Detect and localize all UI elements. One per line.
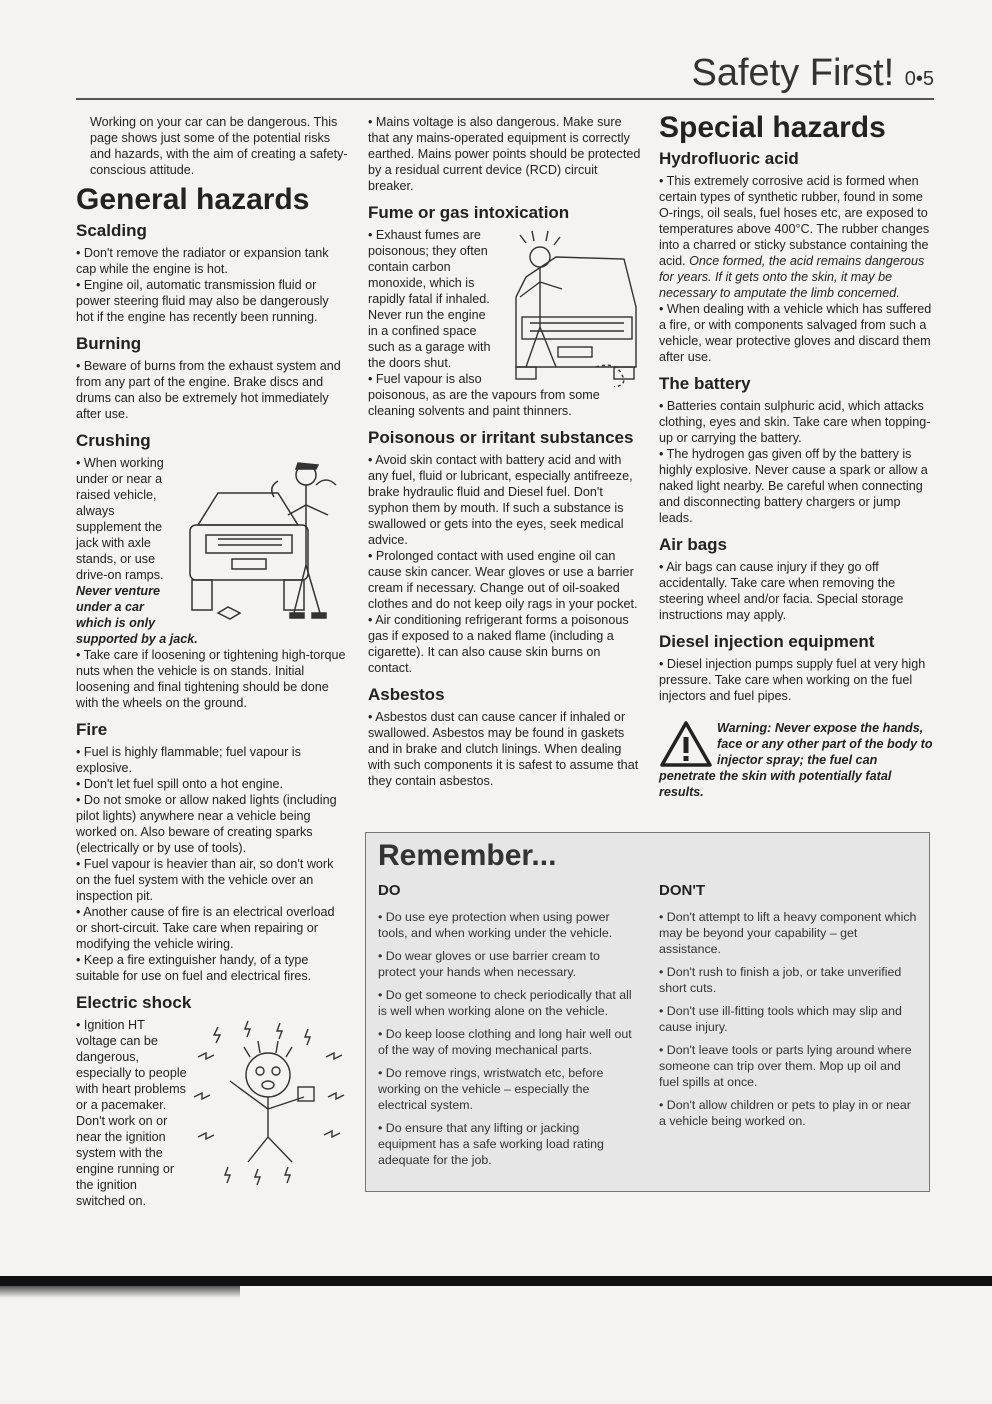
do-item: • Do use eye protection when using power tools, and when working under the vehicle. [378, 910, 613, 940]
crushing-warning-bold: Never venture under a car which is only supported by a jack. [76, 584, 198, 646]
fire-text-6: • Keep a fire extinguisher handy, of a type suitable for use on fuel and electrical fires. [76, 953, 312, 983]
special-hazards-heading: Special hazards [659, 111, 886, 144]
poison-text-2: • Prolonged contact with used engine oil can cause skin cancer. Wear gloves or use a barrier cream if necessary. Change out of oil-soaked clothes and do not keep oily rags in your pocket. [368, 549, 638, 611]
scalding-text-1: • Don't remove the radiator or expansion tank cap while the engine is hot. [76, 246, 329, 276]
fire-heading: Fire [76, 720, 108, 739]
asbestos-text: • Asbestos dust can cause cancer if inhaled or swallowed. Asbestos may be found in gaskets and in brake and clutch linings. When dealing with such components it is safest to assume that they contain asbestos. [368, 710, 639, 788]
diesel-heading: Diesel injection equipment [659, 632, 875, 651]
remember-title: Remember... [378, 839, 557, 872]
fume-heading: Fume or gas intoxication [368, 203, 570, 222]
fire-text-4: • Fuel vapour is heavier than air, so don't work on the fuel system with the vehicle over an inspection pit. [76, 857, 334, 903]
do-item: • Do remove rings, wristwatch etc, before working on the vehicle – especially the electrical system. [378, 1066, 604, 1112]
battery-text-2: • The hydrogen gas given off by the battery is highly explosive. Never cause a spark or allow a naked light nearby. Be careful when connecting and disconnecting battery chargers or jump leads. [659, 447, 928, 525]
page-bottom-shadow [0, 1286, 240, 1298]
warning-block [659, 720, 933, 800]
battery-heading: The battery [659, 374, 751, 393]
electric-shock-text: • Ignition HT voltage can be dangerous, especially to people with heart problems or a pacemaker. Don't work on or near the ignition system with the engine running or the ignition switched on. [76, 1018, 187, 1208]
hydrofluoric-text-1-italic: Once formed, the acid remains dangerous for years. If it gets onto the skin, it may be necessary to amputate the limb concerned. [659, 254, 925, 300]
column-special-hazards [659, 110, 933, 800]
intro-text: Working on your car can be dangerous. This page shows just some of the potential risks and hazards, with the aim of creating a safety-conscious attitude. [90, 115, 348, 177]
car-on-jack-illustration [178, 455, 348, 625]
crushing-text-2: • Take care if loosening or tightening high-torque nuts when the vehicle is on stands. Initial loosening and final tightening should be done with the wheels on the ground. [76, 648, 346, 710]
general-hazards-heading: General hazards [76, 183, 310, 216]
electric-shock-heading: Electric shock [76, 993, 192, 1012]
do-item: • Do get someone to check periodically that all is well when working alone on the vehicle. [378, 988, 632, 1018]
hydrofluoric-heading: Hydrofluoric acid [659, 149, 799, 168]
asbestos-heading: Asbestos [368, 685, 445, 704]
fume-text-1: • Exhaust fumes are poisonous; they often contain carbon monoxide, which is rapidly fatal if inhaled. Never run the engine in a confined space such as a garage with the doors shut. [368, 228, 491, 370]
dont-column [659, 883, 921, 1136]
hydrofluoric-text-1 [659, 173, 933, 301]
battery-text-1: • Batteries contain sulphuric acid, which attacks clothing, eyes and skin. Take care when topping-up or carrying the battery. [659, 399, 931, 445]
hydrofluoric-text-1-main: • This extremely corrosive acid is formed when certain types of synthetic rubber, found in some O-rings, oil seals, fuel hoses etc, are exposed to temperatures above 400°C. The rubber changes into a charred or sticky substance containing the acid. [659, 174, 930, 268]
crushing-text-1-main: • When working under or near a raised vehicle, always supplement the jack with axle stands, or use drive-on ramps. [76, 456, 164, 582]
do-item: • Do keep loose clothing and long hair well out of the way of moving mechanical parts. [378, 1027, 632, 1057]
airbags-text: • Air bags can cause injury if they go off accidentally. Take care when removing the steering wheel and/or facia. Special storage instructions may apply. [659, 560, 904, 622]
do-column [378, 883, 640, 1175]
column-general-hazards [76, 114, 348, 1209]
page-bottom-edge [0, 1276, 992, 1286]
fire-text-5: • Another cause of fire is an electrical overload or short-circuit. Take care when repairing or modifying the vehicle wiring. [76, 905, 335, 951]
dont-item: • Don't allow children or pets to play in or near a vehicle being worked on. [659, 1098, 911, 1128]
poison-text-1: • Avoid skin contact with battery acid and with any fuel, fluid or lubricant, especially antifreeze, brake hydraulic fluid and Diesel fuel. Don't syphon them by mouth. If such a substance is swallowed or gets into the eyes, seek medical advice. [368, 453, 633, 547]
dont-item: • Don't attempt to lift a heavy component which may be beyond your capability – get assistance. [659, 910, 917, 956]
exhaust-fumes-illustration [496, 227, 644, 387]
poisonous-heading: Poisonous or irritant substances [368, 428, 634, 447]
fume-text-2: • Fuel vapour is also poisonous, as are the vapours from some cleaning solvents and paint thinners. [368, 372, 600, 418]
fire-text-2: • Don't let fuel spill onto a hot engine. [76, 777, 284, 791]
scalding-heading: Scalding [76, 221, 147, 240]
poison-text-3: • Air conditioning refrigerant forms a poisonous gas if exposed to a naked flame (including a cigarette). It can also cause skin burns on contact. [368, 613, 629, 675]
page-number: 0•5 [904, 68, 934, 90]
do-item: • Do wear gloves or use barrier cream to protect your hands when necessary. [378, 949, 600, 979]
remember-box [365, 832, 930, 1192]
dont-item: • Don't rush to finish a job, or take unverified short cuts. [659, 965, 902, 995]
warning-triangle-icon [659, 720, 713, 768]
header-rule [76, 98, 934, 100]
mains-voltage-text: • Mains voltage is also dangerous. Make sure that any mains-operated equipment is correctly earthed. Mains power points should be protected by a residual current device (RCD) circuit breaker. [368, 115, 641, 193]
do-heading: DO [378, 882, 401, 899]
burning-heading: Burning [76, 334, 142, 353]
warning-text: Warning: Never expose the hands, face or any other part of the body to injector spray; the fuel can penetrate the skin with potentially fatal results. [659, 721, 933, 799]
fire-text-3: • Do not smoke or allow naked lights (including pilot lights) anywhere near a vehicle being worked on. Also beware of creating sparks [76, 793, 337, 839]
fire-text-3b: (electrically or by use of tools). [76, 841, 247, 855]
column-middle [368, 114, 644, 789]
do-item: • Do ensure that any lifting or jacking equipment has a safe working load rating adequate for the job. [378, 1121, 604, 1167]
airbags-heading: Air bags [659, 535, 728, 554]
dont-item: • Don't leave tools or parts lying around where someone can trip over them. Mop up oil and fuel spills at once. [659, 1043, 912, 1089]
crushing-heading: Crushing [76, 431, 151, 450]
burning-text: • Beware of burns from the exhaust system and from any part of the engine. Brake discs and drums can also be extremely hot immediately after use. [76, 359, 341, 421]
dont-item: • Don't use ill-fitting tools which may slip and cause injury. [659, 1004, 902, 1034]
fire-text-1: • Fuel is highly flammable; fuel vapour is explosive. [76, 745, 301, 775]
scalding-text-2: • Engine oil, automatic transmission fluid or power steering fluid may also be dangerously hot if the engine has recently been running. [76, 278, 329, 324]
dont-heading: DON'T [659, 882, 706, 899]
hydrofluoric-text-2: • When dealing with a vehicle which has suffered a fire, or with components salvaged from such a vehicle, wear protective gloves and discard them after use. [659, 302, 932, 364]
diesel-text: • Diesel injection pumps supply fuel at very high pressure. Take care when working on the fuel injectors and fuel pipes. [659, 657, 926, 703]
electric-shock-illustration [188, 1017, 348, 1192]
page-title-text: Safety First! [691, 52, 895, 94]
page-title [691, 52, 934, 95]
